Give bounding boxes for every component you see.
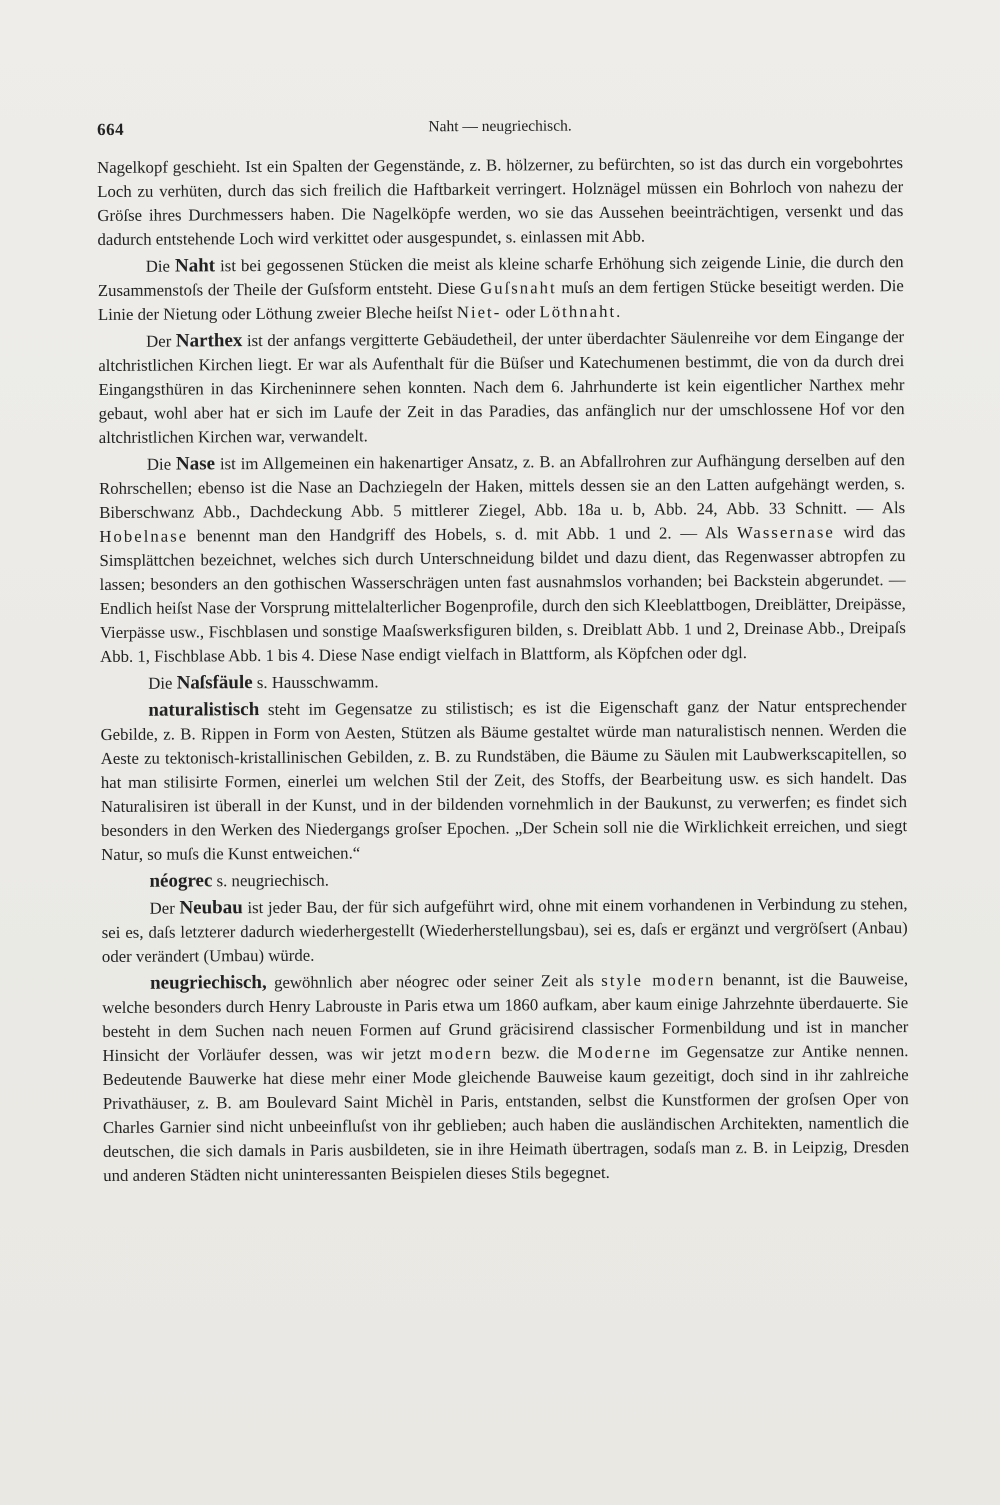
term-hobelnase: Hobelnase [99, 526, 189, 546]
entry-neubau: Der Neubau ist jeder Bau, der für sich aufgeführt wird, ohne mit einem vorhandenen in Verbindung zu stehen, sei es, daſs letzterer dadurch wiederhergestellt (Wiederherstellungsbau), sei es, daſs er ergänzt und vergröſsert (Anbau) oder verändert (Umbau) würde. [101, 894, 908, 966]
entry-nase: Die Nase ist im Allgemeinen ein hakenartiger Ansatz, z. B. an Abfallrohren zur Aufhängung derselben auf den Rohrschellen; ebenso ist die Nase an Dachziegeln der Haken, mittels dessen sie an den Latten aufgehängt werden, s. Biberschwanz Abb., Dachdeckung Abb. 5 mittlerer Ziegel, Abb. 18a u. b, Abb. 24, Abb. 33 Schnitt. — Als Hobelnase benennt man den Handgriff des Hobels, s. d. mit Abb. 1 und 2. — Als Wassernase wird das Simsplättchen bezeichnet, welches sich durch Unterschneidung bildet und dazu dient, das Regenwasser abtropfen zu lassen; besonders an den gothischen Wasserschrägen unten fast ausnahmslos vorhanden; bei Backstein abgerundet. — Endlich heiſst Nase der Vorsprung mittelalterlicher Bogenprofile, durch den sich Kleeblattbogen, Dreiblätter, Dreipässe, Vierpässe usw., Fischblasen und sonstige Maaſswerksfiguren bilden, s. Dreiblatt Abb. 1 und 2, Dreinase Abb., Dreipaſs Abb. 1, Fischblase Abb. 1 bis 4. Diese Nase endigt vielfach in Blattform, als Köpfchen oder dgl. [98, 450, 906, 666]
entry-nassfaeule: Die Naſsfäule s. Hausschwamm. [148, 672, 379, 694]
paragraph-nagelkopf [97, 151, 904, 252]
headword-neogrec: néogrec [149, 870, 213, 892]
entry-naht: Die Naht ist bei gegossenen Stücken die meist als kleine scharfe Erhöhung sich zeigende Linie, die durch den Zusammenstoſs der Theile der Guſsform entsteht. Diese Guſsnaht muſs an dem fertigen Stücke beseitigt werden. Die Linie der Nietung oder Löthung zweier Bleche heiſst Niet- oder Löthnaht. [97, 252, 904, 324]
term-moderne: Moderne [577, 1042, 653, 1063]
term-style-modern: style modern [601, 970, 716, 990]
entry-neogrec: néogrec s. neugriechisch. [149, 870, 329, 892]
headword-nase: Nase [175, 453, 216, 475]
headword-nassfaeule: Naſsfäule [176, 672, 253, 694]
headword-neugriechisch: neugriechisch, [149, 971, 267, 994]
running-head: Naht — neugriechisch. [428, 117, 572, 136]
paragraph-text: Nagelkopf geschieht. Ist ein Spalten der Gegenstände, z. B. hölzerner, zu befürchten, so ist das durch ein vorgebohrtes Loch zu verhüten, durch das sich freilich die Haftbarkeit verringert. Holznägel müssen ein Bohrloch von nahezu der Gröſse ihres Durchmessers haben. Die Nagelköpfe werden, wo sie das Aussehen beeinträchtigen, versenkt und das dadurch entstehende Loch wird verkittet oder ausgespundet, s. einlassen mit Abb. [97, 153, 904, 249]
text-body [97, 151, 909, 1188]
term-loethnaht: Löthnaht. [539, 301, 623, 322]
page-header [97, 116, 903, 144]
term-gussnaht: Guſsnaht [480, 278, 557, 298]
page-number: 664 [97, 119, 125, 139]
entry-narthex: Der Narthex ist der anfangs vergitterte Gebäudetheil, der unter überdachter Säulenreihe vor dem Eingange der altchristlichen Kirchen liegt. Er war als Aufenthalt für die Büſser und Katechumenen bestimmt, die von da durch drei Eingangsthüren in das Kircheninnere sehen konnten. Nach dem 6. Jahrhunderte ist kein eigentlicher Narthex mehr gebaut, wohl aber hat er sich im Laufe der Zeit in das Paradies, das anfänglich nur der umschlossene Hof vor den altchristlichen Kirchen war, verwandelt. [98, 327, 905, 447]
entry-neugriechisch: neugriechisch, gewöhnlich aber néogrec oder seiner Zeit als style modern benannt, ist die Bauweise, welche besonders durch Henry Labrouste in Paris etwa um 1860 aufkam, aber kaum einige Jahrzehnte überdauerte. Sie besteht in dem Suchen nach neuen Formen auf Grund gräcisirend classischer Formenbildung und ist in mancher Hinsicht der Vorläufer dessen, was wir jetzt modern bezw. die Moderne im Gegensatze zur Antike nennen. Bedeutende Bauwerke hat diese mehr einer Mode gleichende Bauweise kaum gezeitigt, doch sind in ihr zahlreiche Privathäuser, z. B. am Boulevard Saint Michèl in Paris, entstanden, selbst die Kunstformen der groſsen Oper von Charles Garnier sind nicht unbeeinfluſst von ihr geblieben; auch haben die ausländischen Architekten, namentlich die deutschen, die sich damals in Paris ausbildeten, sie in ihre Heimath übertragen, sodaſs man z. B. in Leipzig, Dresden und anderen Städten nicht uninteressanten Beispielen dieses Stils begegnet. [102, 969, 910, 1185]
term-niet: Niet- [456, 302, 502, 322]
headword-narthex: Narthex [175, 330, 243, 352]
term-wassernase: Wassernase [736, 522, 835, 543]
headword-neubau: Neubau [179, 897, 243, 919]
term-modern: modern [429, 1043, 493, 1063]
headword-naturalistisch: naturalistisch [148, 699, 260, 721]
entry-naturalistisch: naturalistisch steht im Gegensatze zu stilistisch; es ist die Eigenschaft ganz der Natur entsprechender Gebilde, z. B. Rippen in Form von Aesten, Stützen als Bäume gestaltet würde man naturalistisch nennen. Werden die Aeste zu tektonisch-kristallinischen Gebilden, z. B. zu Rundstäben, die Bäume zu Säulen mit Laubwerkscapitellen, so hat man stilisirte Formen, einerlei um welchen Stil der Zeit, des Stoffs, der Bearbeitung usw. es sich handelt. Das Naturalisiren ist überall in der Kunst, und in der bildenden vornehmlich in der Baukunst, zu verwerfen; es findet sich besonders in den Werken des Niedergangs groſser Epochen. „Der Schein soll nie die Wirklichkeit erreichen, und siegt Natur, so muſs die Kunst entweichen.“ [100, 696, 908, 864]
headword-naht: Naht [174, 255, 216, 277]
